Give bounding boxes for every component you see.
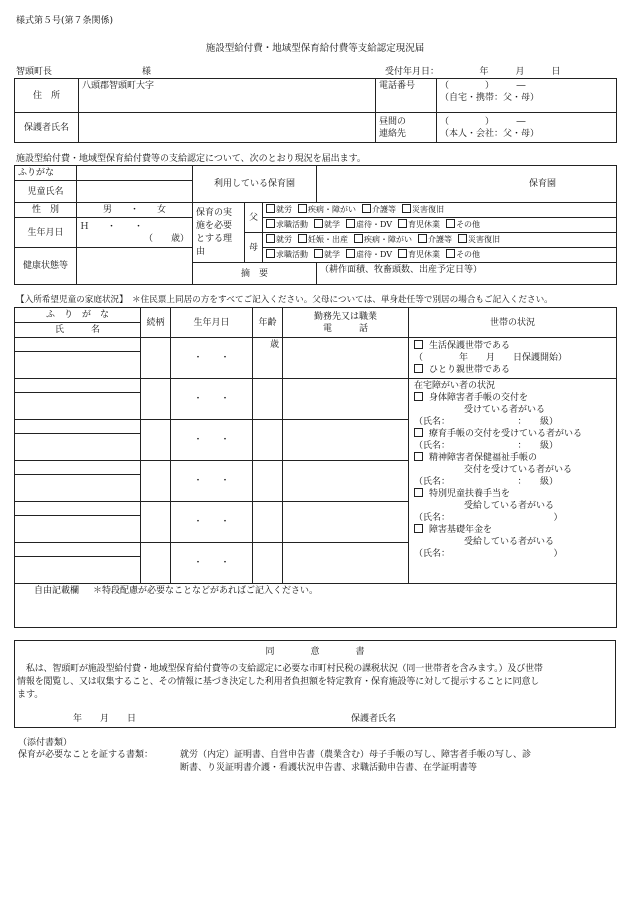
checkbox-icon[interactable]	[314, 249, 323, 258]
member-name-field[interactable]	[15, 434, 141, 461]
facility-label: 利用している保育園	[193, 166, 317, 203]
father-reasons-1[interactable]	[263, 203, 617, 218]
reason-option-label: 妊娠・出産	[308, 235, 348, 244]
consent-title: 同 意 書	[265, 647, 365, 657]
phone-label: 電話番号	[376, 79, 437, 113]
col-name: 氏 名	[15, 323, 141, 338]
member-work-field[interactable]	[283, 502, 409, 543]
member-birth-dots: ・ ・	[193, 558, 230, 568]
checkbox-icon[interactable]	[446, 249, 455, 258]
reason-option-label: 求職活動	[276, 250, 308, 259]
consent-body-3: ます。	[17, 690, 44, 700]
reason-option-label: 育児休業	[408, 220, 441, 229]
contact-number: （ ） ―	[440, 116, 526, 127]
status-item-line2: 受給している者がいる	[464, 537, 555, 547]
health-label: 健康状態等	[15, 248, 77, 285]
member-name-field[interactable]	[15, 557, 141, 584]
checkbox-icon[interactable]	[418, 234, 427, 243]
checkbox-icon[interactable]	[266, 249, 275, 258]
reason-option[interactable]	[446, 250, 480, 259]
member-age-field[interactable]	[253, 461, 283, 502]
reason-option-label: 就労	[276, 205, 292, 214]
contact-type: （本人・会社：父・母）	[440, 128, 540, 139]
member-furigana-field[interactable]	[15, 338, 141, 352]
phone-field[interactable]	[437, 79, 617, 113]
member-relation-field[interactable]	[141, 461, 171, 502]
family-heading: 【入所希望児童の家庭状況】 ＊住民票上同居の方をすべてご記入ください。父母については、単身赴任等で別居の場合もご記入ください。	[16, 295, 553, 305]
checkbox-icon[interactable]	[354, 234, 363, 243]
birth-age: （ 歳）	[143, 233, 189, 244]
checkbox-icon[interactable]	[414, 452, 423, 461]
member-birth-field[interactable]	[171, 461, 253, 502]
col-relation: 続柄	[141, 308, 171, 338]
health-field[interactable]	[77, 248, 193, 285]
facility-field[interactable]	[317, 166, 617, 203]
member-work-field[interactable]	[283, 379, 409, 420]
status-item-line2: 受けている者がいる	[464, 405, 546, 415]
checkbox-icon[interactable]	[298, 234, 307, 243]
member-age-field[interactable]	[253, 420, 283, 461]
birth-field[interactable]	[77, 218, 193, 248]
summary-field[interactable]: （耕作面積、牧畜頭数、出産予定日等）	[317, 263, 617, 285]
reason-option-label: 疾病・障がい	[364, 235, 412, 244]
checkbox-icon[interactable]	[414, 340, 423, 349]
reason-option-label: 就学	[324, 220, 340, 229]
checkbox-icon[interactable]	[346, 249, 355, 258]
member-age-field[interactable]	[253, 502, 283, 543]
member-name-field[interactable]	[15, 393, 141, 420]
form-number: 様式第５号(第７条関係)	[16, 16, 114, 26]
status-item-name: （氏名： ）	[414, 549, 563, 559]
reason-option[interactable]	[266, 250, 308, 259]
status-option-label: 身体障害者手帳の交付を	[429, 393, 529, 403]
reason-label: 保育の実 施を必要 とする理 由	[193, 203, 245, 263]
reason-option[interactable]	[314, 220, 340, 229]
consent-body-2: 情報を閲覧し、又は収集すること、その情報に基づき決定した利用者負担額を特定教育・保育施設等に対して提示することに同意し	[17, 677, 540, 687]
checkbox-icon[interactable]	[346, 219, 355, 228]
member-birth-dots: ・ ・	[193, 353, 230, 363]
reason-option[interactable]	[458, 235, 500, 244]
checkbox-icon[interactable]	[398, 219, 407, 228]
phone-number: （ ） ―	[440, 81, 526, 91]
facility-suffix: 保育園	[529, 179, 557, 189]
col-birth: 生年月日	[171, 308, 253, 338]
member-name-field[interactable]	[15, 352, 141, 379]
sex-label: 性 別	[15, 203, 77, 218]
household-status-cell	[409, 338, 617, 584]
address-label: 住 所	[15, 79, 79, 113]
reason-option[interactable]	[266, 235, 292, 244]
reason-option[interactable]	[354, 235, 412, 244]
member-furigana-field[interactable]	[15, 420, 141, 434]
family-table	[14, 307, 617, 628]
reason-option-label: 疾病・障がい	[308, 205, 356, 214]
applicant-table	[14, 78, 617, 143]
member-relation-field[interactable]	[141, 502, 171, 543]
consent-date[interactable]: 年 月 日	[73, 714, 137, 724]
reason-option[interactable]	[446, 220, 480, 229]
col-age: 年齢	[253, 308, 283, 338]
child-name-field[interactable]	[77, 181, 193, 203]
col-furigana: ふ り が な	[15, 308, 141, 323]
member-furigana-field[interactable]	[15, 502, 141, 516]
member-age-field[interactable]	[253, 379, 283, 420]
reason-option[interactable]	[398, 250, 440, 259]
checkbox-icon[interactable]	[266, 219, 275, 228]
reason-option-label: 就学	[324, 250, 340, 259]
member-work-field[interactable]	[283, 543, 409, 584]
status-option-label: 特別児童扶養手当を	[429, 489, 511, 499]
furigana-field[interactable]	[77, 166, 193, 181]
checkbox-icon[interactable]	[398, 249, 407, 258]
mother-reasons-1[interactable]	[263, 233, 617, 248]
phone-type: （自宅・携帯：父・母）	[440, 93, 540, 103]
reason-option[interactable]	[266, 205, 292, 214]
reason-option[interactable]	[266, 220, 308, 229]
checkbox-icon[interactable]	[414, 364, 423, 373]
member-relation-field[interactable]	[141, 420, 171, 461]
addressee: 智頭町長 様	[16, 67, 152, 77]
guardian-name-field[interactable]	[79, 113, 376, 143]
checkbox-icon[interactable]	[414, 428, 423, 437]
child-table	[14, 165, 617, 285]
father-label: 父	[245, 203, 263, 233]
member-name-field[interactable]	[15, 516, 141, 543]
status-item-name: （氏名： ： 級）	[414, 477, 559, 487]
free-entry-field[interactable]	[15, 584, 617, 628]
reason-option-label: 求職活動	[276, 220, 308, 229]
member-furigana-field[interactable]	[15, 543, 141, 557]
age-unit: 歳	[269, 340, 279, 350]
attachments-text-2: 断書、り災証明書介護・看護状況申告書、求職活動申告書、在学証明書等	[180, 763, 478, 773]
member-birth-field[interactable]	[171, 543, 253, 584]
consent-box	[14, 640, 616, 728]
status-option-label: 障害基礎年金を	[429, 525, 493, 535]
status-option-label: 療育手帳の交付を受けている者がいる	[429, 429, 583, 439]
reason-option[interactable]	[398, 220, 440, 229]
status-item-line2: 交付を受けている者がいる	[464, 465, 573, 475]
member-birth-field[interactable]	[171, 502, 253, 543]
disabled-heading: 在宅障がい者の状況	[414, 381, 496, 391]
reason-option[interactable]	[418, 235, 452, 244]
reason-option-label: 介護等	[428, 235, 452, 244]
reason-option[interactable]	[346, 220, 392, 229]
col-work: 勤務先又は職業 電 話	[283, 308, 409, 338]
checkbox-icon[interactable]	[266, 234, 275, 243]
summary-label: 摘 要	[193, 263, 317, 285]
member-furigana-field[interactable]	[15, 379, 141, 393]
member-birth-dots: ・ ・	[193, 435, 230, 445]
reason-option-label: 就労	[276, 235, 292, 244]
reason-option-label: 育児休業	[408, 250, 441, 259]
reason-option-label: その他	[456, 220, 481, 229]
receipt-date: 受付年月日： 年 月 日	[385, 67, 561, 77]
member-relation-field[interactable]	[141, 379, 171, 420]
member-name-field[interactable]	[15, 475, 141, 502]
child-name-label: 児童氏名	[15, 181, 77, 203]
member-age-field[interactable]	[253, 338, 283, 379]
reason-option-label: 災害復旧	[468, 235, 500, 244]
reason-option[interactable]	[402, 205, 444, 214]
member-birth-dots: ・ ・	[193, 517, 230, 527]
checkbox-icon[interactable]	[266, 204, 275, 213]
free-entry-label: 自由記載欄	[34, 586, 80, 596]
checkbox-icon[interactable]	[402, 204, 411, 213]
checkbox-icon[interactable]	[314, 219, 323, 228]
status-option-label: ひとり親世帯である	[429, 365, 511, 375]
address-field[interactable]: 八頭郡智頭町大字	[79, 79, 376, 113]
consent-body-1: 私は、智頭町が施設型給付費・地域型保育給付費等の支給認定に必要な市町村民税の課税状況（同一世帯者を含みます。）及び世帯	[17, 664, 543, 674]
reason-option-label: 虐待・DV	[356, 250, 393, 259]
member-birth-dots: ・ ・	[193, 476, 230, 486]
status-item-name: （氏名： ： 級）	[414, 417, 559, 427]
checkbox-icon[interactable]	[458, 234, 467, 243]
member-work-field[interactable]	[283, 420, 409, 461]
welfare-start: （ 年 月 日保護開始）	[414, 353, 568, 363]
status-option-label: 生活保護世帯である	[429, 341, 511, 351]
status-item-line2: 受給している者がいる	[464, 501, 555, 511]
guardian-name-label: 保護者氏名	[15, 113, 79, 143]
member-furigana-field[interactable]	[15, 461, 141, 475]
daytime-contact-field[interactable]	[437, 113, 617, 143]
daytime-contact-label-1: 昼間の	[379, 116, 407, 127]
status-item-name: （氏名： ： 級）	[414, 441, 559, 451]
checkbox-icon[interactable]	[414, 524, 423, 533]
member-work-field[interactable]	[283, 461, 409, 502]
furigana-label: ふりがな	[15, 166, 77, 181]
attachments-label: 保育が必要なことを証する書類：	[18, 750, 154, 760]
checkbox-icon[interactable]	[362, 204, 371, 213]
reason-option[interactable]	[298, 205, 356, 214]
reason-option[interactable]	[362, 205, 396, 214]
member-birth-field[interactable]	[171, 338, 253, 379]
form-title: 施設型給付費・地域型保育給付費等支給認定現況届	[205, 43, 425, 54]
checkbox-icon[interactable]	[446, 219, 455, 228]
checkbox-icon[interactable]	[414, 392, 423, 401]
daytime-contact-label-2: 連絡先	[379, 128, 407, 139]
member-birth-field[interactable]	[171, 379, 253, 420]
birth-label: 生年月日	[15, 218, 77, 248]
col-status: 世帯の状況	[409, 308, 617, 338]
checkbox-icon[interactable]	[414, 488, 423, 497]
reason-option[interactable]	[346, 250, 392, 259]
free-entry-note: ＊特段配慮が必要なことなどがあればご記入ください。	[93, 586, 319, 596]
member-relation-field[interactable]	[141, 543, 171, 584]
reason-option[interactable]	[298, 235, 348, 244]
member-relation-field[interactable]	[141, 338, 171, 379]
reason-option-label: 虐待・DV	[356, 220, 393, 229]
reason-option-label: 介護等	[372, 205, 396, 214]
member-birth-field[interactable]	[171, 420, 253, 461]
birth-date: Ｈ ・ ・	[80, 221, 144, 232]
father-reasons-2[interactable]	[263, 218, 617, 233]
consent-signer[interactable]: 保護者氏名	[351, 714, 397, 724]
sex-field[interactable]: 男 ・ 女	[77, 203, 193, 218]
intro-text: 施設型給付費・地域型保育給付費等の支給認定について、次のとおり現況を届出ます。	[16, 154, 366, 164]
reason-option[interactable]	[314, 250, 340, 259]
mother-label: 母	[245, 233, 263, 263]
reason-option-label: 災害復旧	[412, 205, 444, 214]
member-birth-dots: ・ ・	[193, 394, 230, 404]
reason-option-label: その他	[456, 250, 481, 259]
status-option-label: 精神障害者保健福祉手帳の	[429, 453, 538, 463]
member-age-field[interactable]	[253, 543, 283, 584]
checkbox-icon[interactable]	[298, 204, 307, 213]
attachments-heading: （添付書類）	[18, 738, 73, 748]
status-item-name: （氏名： ）	[414, 513, 563, 523]
mother-reasons-2[interactable]	[263, 248, 617, 263]
member-work-field[interactable]	[283, 338, 409, 379]
attachments-text-1: 就労（内定）証明書、自営申告書（農業含む）母子手帳の写し、障害者手帳の写し、診	[180, 750, 532, 760]
